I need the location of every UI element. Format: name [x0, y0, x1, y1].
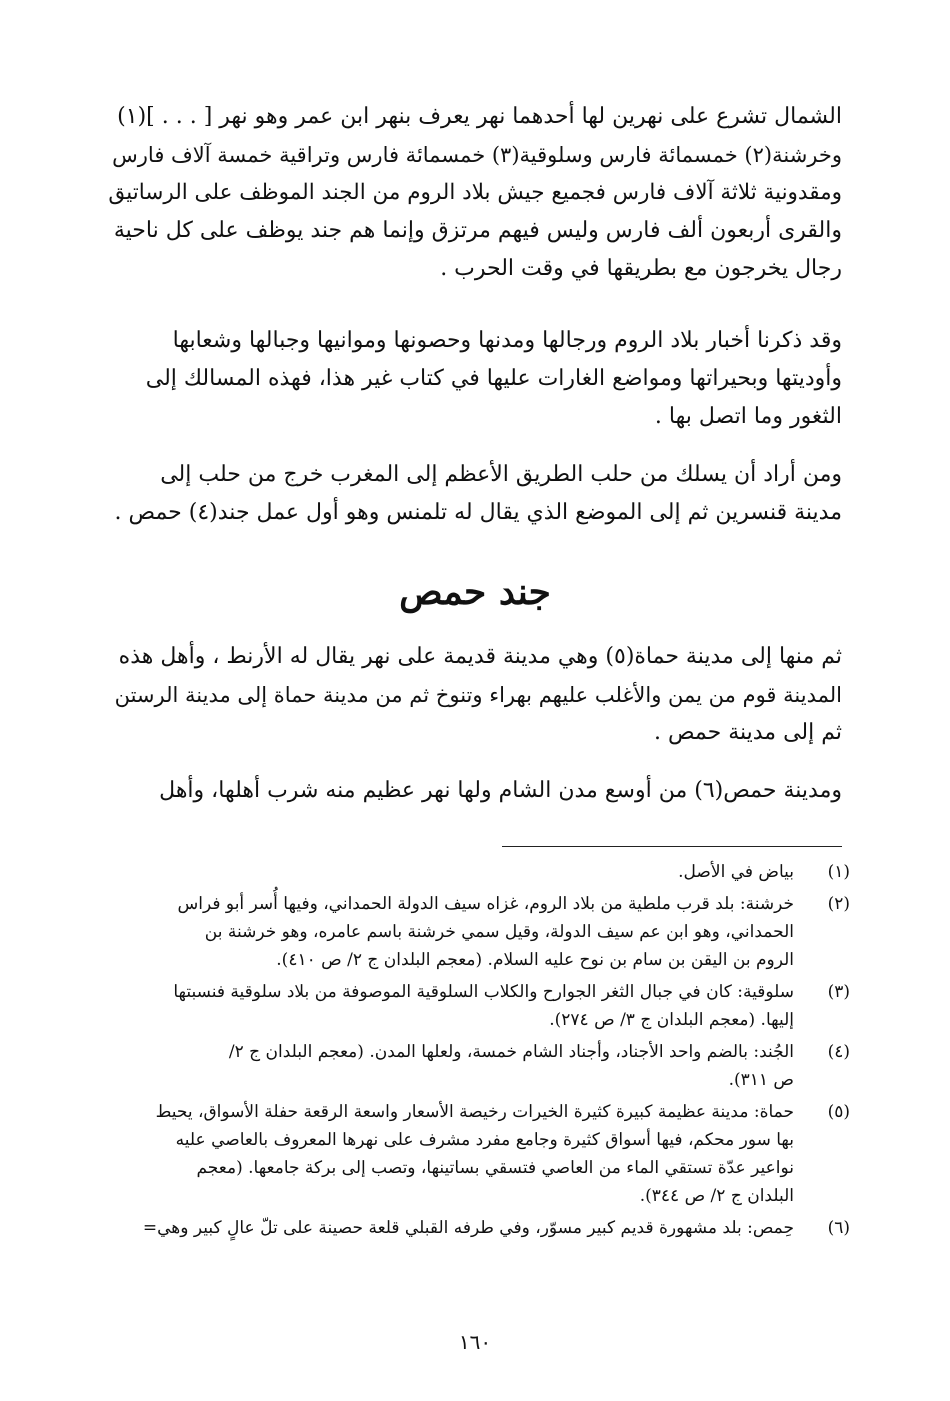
text-line: الثغور وما اتصل بها .	[654, 404, 842, 429]
footnote-line: حِمص: بلد مشهورة قديم كبير مسوّر، وفي طرفه القبلي قلعة حصينة على تلّ عالٍ كبير وهي=	[142, 1218, 794, 1238]
footnote	[100, 1098, 850, 1210]
footnote-line: إليها. (معجم البلدان ج ٣/ ص ٢٧٤).	[549, 1010, 794, 1030]
footnote-number: (٦)	[827, 1218, 850, 1238]
text-line: مدينة قنسرين ثم إلى الموضع الذي يقال له تلمنس وهو أول عمل جند(٤) حمص .	[114, 500, 842, 525]
footnote-line: البلدان ج ٢/ ص ٣٤٤).	[639, 1186, 794, 1206]
footnote-line: الحمداني، وهو ابن عم سيف الدولة، وقيل سمي خرشنة باسم عامره، وهو خرشنة بن	[204, 922, 794, 942]
text-line: ثم إلى مدينة حمص .	[653, 720, 842, 745]
text-line: الشمال تشرع على نهرين لها أحدهما نهر يعرف بنهر ابن عمر وهو نهر [ . . . ](١)	[117, 104, 842, 129]
text-line: والقرى أربعون ألف فارس وليس فيهم مرتزق وإنما هم جند يوظف على كل ناحية	[113, 218, 842, 243]
footnote-line: الروم بن اليقن بن سام بن نوح عليه السلام. (معجم البلدان ج ٢/ ص ٤١٠).	[276, 950, 794, 970]
paragraph-1	[100, 98, 842, 288]
footnote	[100, 858, 850, 886]
footnote-line: حماة: مدينة عظيمة كبيرة كثيرة الخيرات رخيصة الأسعار واسعة الرقعة حفلة الأسواق، يحيط	[155, 1102, 794, 1122]
footnote-number: (٣)	[827, 982, 850, 1002]
footnote-number: (٥)	[827, 1102, 850, 1122]
footnote-line: بها سور محكم، فيها أسواق كثيرة وجامع مفرد مشرف على نهرها المعروف بالعاصي عليه	[175, 1130, 794, 1150]
footnote	[100, 1038, 850, 1094]
text-line: ومن أراد أن يسلك من حلب الطريق الأعظم إلى المغرب خرج من حلب إلى	[160, 462, 842, 487]
footnote-line: ص ٣١١).	[728, 1070, 794, 1090]
text-line: وخرشنة(٢) خمسمائة فارس وسلوقية(٣) خمسمائة فارس وتراقية خمسة آلاف فارس	[112, 143, 842, 167]
paragraph-4	[100, 638, 842, 752]
section-heading: جند حمص	[399, 571, 551, 613]
footnote	[100, 890, 850, 974]
footnote	[100, 978, 850, 1034]
paragraph-2	[100, 322, 842, 436]
text-line: وقد ذكرنا أخبار بلاد الروم ورجالها ومدنها وحصونها وموانيها وجبالها وشعابها	[172, 328, 842, 353]
footnote-line: سلوقية: كان في جبال الثغر الجوارح والكلاب السلوقية الموصوفة من بلاد سلوقية فنسبتها	[173, 982, 794, 1002]
footnote-line: خرشنة: بلد قرب ملطية من بلاد الروم، غزاه سيف الدولة الحمداني، وفيها أُسر أبو فراس	[177, 894, 794, 914]
footnote	[100, 1214, 850, 1242]
text-line: ومقدونية ثلاثة آلاف فارس فجميع جيش بلاد الروم من الجند الموظف على الرساتيق	[108, 180, 842, 205]
text-line: رجال يخرجون مع بطريقها في وقت الحرب .	[440, 256, 842, 281]
text-line: ومدينة حمص(٦) من أوسع مدن الشام ولها نهر عظيم منه شرب أهلها، وأهل	[159, 778, 842, 803]
paragraph-3	[100, 456, 842, 532]
page-number: ١٦٠	[458, 1330, 492, 1354]
footnote-line: الجُند: بالضم واحد الأجناد، وأجناد الشام خمسة، ولعلها المدن. (معجم البلدان ج ٢/	[228, 1042, 794, 1062]
footnote-number: (٢)	[827, 894, 850, 914]
footnote-number: (٤)	[827, 1042, 850, 1062]
footnote-divider	[502, 846, 842, 847]
text-line: وأوديتها وبحيراتها ومواضع الغارات عليها في كتاب غير هذا، فهذه المسالك إلى	[145, 366, 842, 391]
footnote-number: (١)	[827, 862, 850, 882]
text-line: ثم منها إلى مدينة حماة(٥) وهي مدينة قديمة على نهر يقال له الأرنط ، وأهل هذه	[118, 644, 842, 669]
footnote-line: نواعير عدّة تستقي الماء من العاصي فتسقي بساتينها، وتصب إلى بركة جامعها. (معجم	[196, 1158, 794, 1178]
text-line: المدينة قوم من يمن والأغلب عليهم بهراء وتنوخ ثم من مدينة حماة إلى مدينة الرستن	[114, 683, 842, 707]
footnote-line: بياض في الأصل.	[678, 862, 794, 882]
paragraph-5	[100, 772, 842, 810]
footnotes	[100, 858, 850, 1246]
